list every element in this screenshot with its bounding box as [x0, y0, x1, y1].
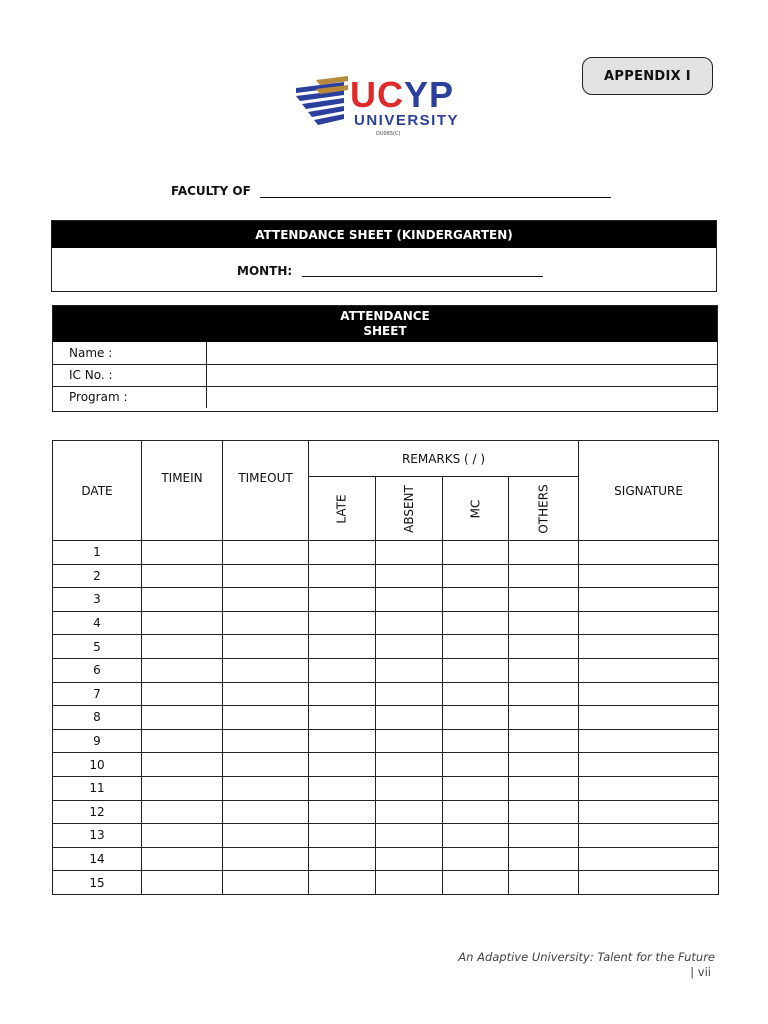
mc-header: MC — [443, 477, 509, 541]
absent-cell[interactable] — [376, 706, 443, 730]
absent-cell[interactable] — [376, 776, 443, 800]
late-cell[interactable] — [309, 800, 376, 824]
timeout-cell[interactable] — [223, 658, 309, 682]
ic-label: IC No. : — [53, 364, 206, 386]
timein-cell[interactable] — [142, 871, 223, 895]
date-cell: 3 — [53, 588, 142, 612]
absent-cell[interactable] — [376, 635, 443, 659]
timeout-cell[interactable] — [223, 706, 309, 730]
timein-header: TIMEIN — [142, 441, 223, 541]
mc-cell[interactable] — [443, 682, 509, 706]
date-cell: 5 — [53, 635, 142, 659]
timein-cell[interactable] — [142, 753, 223, 777]
timeout-cell[interactable] — [223, 729, 309, 753]
date-cell: 15 — [53, 871, 142, 895]
signature-cell[interactable] — [579, 871, 719, 895]
student-info-box — [52, 305, 718, 412]
table-row — [53, 635, 719, 659]
name-field[interactable] — [206, 342, 717, 364]
table-row — [53, 729, 719, 753]
timeout-cell[interactable] — [223, 588, 309, 612]
faculty-label: FACULTY OF — [171, 184, 251, 198]
table-row — [53, 800, 719, 824]
date-cell: 12 — [53, 800, 142, 824]
late-cell[interactable] — [309, 635, 376, 659]
info-row-program — [53, 386, 717, 408]
date-cell: 13 — [53, 824, 142, 848]
absent-cell[interactable] — [376, 658, 443, 682]
mc-cell[interactable] — [443, 824, 509, 848]
timein-cell[interactable] — [142, 682, 223, 706]
timeout-cell[interactable] — [223, 776, 309, 800]
absent-cell[interactable] — [376, 611, 443, 635]
date-cell: 9 — [53, 729, 142, 753]
late-cell[interactable] — [309, 847, 376, 871]
signature-cell[interactable] — [579, 847, 719, 871]
ic-field[interactable] — [206, 364, 717, 386]
late-cell[interactable] — [309, 588, 376, 612]
logo-subtitle: UNIVERSITY — [354, 112, 460, 129]
signature-cell[interactable] — [579, 564, 719, 588]
timein-cell[interactable] — [142, 658, 223, 682]
mc-cell[interactable] — [443, 564, 509, 588]
mc-cell[interactable] — [443, 729, 509, 753]
table-row — [53, 824, 719, 848]
timeout-cell[interactable] — [223, 541, 309, 565]
timein-cell[interactable] — [142, 541, 223, 565]
late-cell[interactable] — [309, 541, 376, 565]
mc-cell[interactable] — [443, 611, 509, 635]
signature-cell[interactable] — [579, 706, 719, 730]
page-number: | vii — [690, 965, 711, 979]
sheet-header-box — [51, 220, 717, 292]
appendix-badge: APPENDIX I — [582, 57, 713, 95]
timein-cell[interactable] — [142, 611, 223, 635]
mc-cell[interactable] — [443, 635, 509, 659]
late-cell[interactable] — [309, 611, 376, 635]
info-row-name — [53, 342, 717, 364]
others-cell[interactable] — [509, 682, 579, 706]
timeout-cell[interactable] — [223, 564, 309, 588]
timein-cell[interactable] — [142, 800, 223, 824]
others-cell[interactable] — [509, 658, 579, 682]
late-cell[interactable] — [309, 776, 376, 800]
table-row — [53, 611, 719, 635]
others-cell[interactable] — [509, 800, 579, 824]
mc-cell[interactable] — [443, 588, 509, 612]
timein-cell[interactable] — [142, 588, 223, 612]
table-row — [53, 541, 719, 565]
timein-cell[interactable] — [142, 635, 223, 659]
late-cell[interactable] — [309, 658, 376, 682]
attendance-table — [52, 440, 719, 895]
late-header: LATE — [309, 477, 376, 541]
table-row — [53, 588, 719, 612]
mc-cell[interactable] — [443, 706, 509, 730]
table-row — [53, 658, 719, 682]
timein-cell[interactable] — [142, 729, 223, 753]
signature-cell[interactable] — [579, 588, 719, 612]
remarks-header: REMARKS ( / ) — [309, 441, 579, 477]
info-title — [53, 306, 717, 342]
late-cell[interactable] — [309, 824, 376, 848]
timeout-cell[interactable] — [223, 800, 309, 824]
date-cell: 1 — [53, 541, 142, 565]
late-cell[interactable] — [309, 729, 376, 753]
mc-cell[interactable] — [443, 847, 509, 871]
late-cell[interactable] — [309, 753, 376, 777]
late-cell[interactable] — [309, 682, 376, 706]
month-input-line[interactable] — [302, 276, 543, 277]
date-cell: 10 — [53, 753, 142, 777]
attendance-rows — [53, 541, 719, 895]
others-cell[interactable] — [509, 611, 579, 635]
date-cell: 14 — [53, 847, 142, 871]
others-cell[interactable] — [509, 541, 579, 565]
info-row-ic — [53, 364, 717, 386]
late-cell[interactable] — [309, 564, 376, 588]
timeout-cell[interactable] — [223, 871, 309, 895]
info-title-line1: ATTENDANCE — [340, 309, 430, 323]
table-row — [53, 564, 719, 588]
signature-cell[interactable] — [579, 800, 719, 824]
others-cell[interactable] — [509, 847, 579, 871]
program-field[interactable] — [206, 386, 717, 408]
mc-cell[interactable] — [443, 541, 509, 565]
table-row — [53, 706, 719, 730]
signature-cell[interactable] — [579, 824, 719, 848]
others-cell[interactable] — [509, 706, 579, 730]
info-table — [53, 342, 717, 408]
signature-cell[interactable] — [579, 776, 719, 800]
month-label: MONTH: — [237, 264, 293, 278]
absent-cell[interactable] — [376, 800, 443, 824]
others-cell[interactable] — [509, 729, 579, 753]
signature-cell[interactable] — [579, 682, 719, 706]
sheet-title: ATTENDANCE SHEET (KINDERGARTEN) — [52, 221, 716, 248]
others-cell[interactable] — [509, 564, 579, 588]
signature-header: SIGNATURE — [579, 441, 719, 541]
mc-cell[interactable] — [443, 871, 509, 895]
signature-cell[interactable] — [579, 635, 719, 659]
timeout-cell[interactable] — [223, 847, 309, 871]
timeout-cell[interactable] — [223, 635, 309, 659]
timein-cell[interactable] — [142, 564, 223, 588]
timeout-cell[interactable] — [223, 753, 309, 777]
absent-cell[interactable] — [376, 541, 443, 565]
faculty-input-line[interactable] — [260, 197, 611, 198]
table-row — [53, 847, 719, 871]
table-row — [53, 753, 719, 777]
signature-cell[interactable] — [579, 541, 719, 565]
late-cell[interactable] — [309, 871, 376, 895]
absent-cell[interactable] — [376, 871, 443, 895]
absent-cell[interactable] — [376, 824, 443, 848]
logo-wordmark: UCYP — [350, 74, 455, 115]
timeout-cell[interactable] — [223, 824, 309, 848]
signature-cell[interactable] — [579, 753, 719, 777]
others-cell[interactable] — [509, 753, 579, 777]
timein-cell[interactable] — [142, 824, 223, 848]
timeout-cell[interactable] — [223, 682, 309, 706]
info-title-line2: SHEET — [363, 324, 407, 338]
timeout-cell[interactable] — [223, 611, 309, 635]
late-cell[interactable] — [309, 706, 376, 730]
table-row — [53, 871, 719, 895]
date-cell: 6 — [53, 658, 142, 682]
others-cell[interactable] — [509, 776, 579, 800]
timein-cell[interactable] — [142, 776, 223, 800]
date-cell: 2 — [53, 564, 142, 588]
signature-cell[interactable] — [579, 611, 719, 635]
table-row — [53, 776, 719, 800]
others-cell[interactable] — [509, 635, 579, 659]
others-header: OTHERS — [509, 477, 579, 541]
logo-code: DU065(C) — [376, 131, 401, 137]
date-cell: 8 — [53, 706, 142, 730]
timeout-header: TIMEOUT — [223, 441, 309, 541]
others-cell[interactable] — [509, 588, 579, 612]
signature-cell[interactable] — [579, 729, 719, 753]
timein-cell[interactable] — [142, 847, 223, 871]
date-cell: 4 — [53, 611, 142, 635]
name-label: Name : — [53, 342, 206, 364]
signature-cell[interactable] — [579, 658, 719, 682]
absent-cell[interactable] — [376, 729, 443, 753]
mc-cell[interactable] — [443, 658, 509, 682]
footer-tagline: An Adaptive University: Talent for the Future — [458, 950, 715, 964]
others-cell[interactable] — [509, 824, 579, 848]
others-cell[interactable] — [509, 871, 579, 895]
absent-cell[interactable] — [376, 847, 443, 871]
absent-header: ABSENT — [376, 477, 443, 541]
date-header: DATE — [53, 441, 142, 541]
date-cell: 11 — [53, 776, 142, 800]
absent-cell[interactable] — [376, 682, 443, 706]
timein-cell[interactable] — [142, 706, 223, 730]
absent-cell[interactable] — [376, 588, 443, 612]
mc-cell[interactable] — [443, 753, 509, 777]
program-label: Program : — [53, 386, 206, 408]
mc-cell[interactable] — [443, 776, 509, 800]
mc-cell[interactable] — [443, 800, 509, 824]
table-row — [53, 682, 719, 706]
absent-cell[interactable] — [376, 564, 443, 588]
absent-cell[interactable] — [376, 753, 443, 777]
date-cell: 7 — [53, 682, 142, 706]
